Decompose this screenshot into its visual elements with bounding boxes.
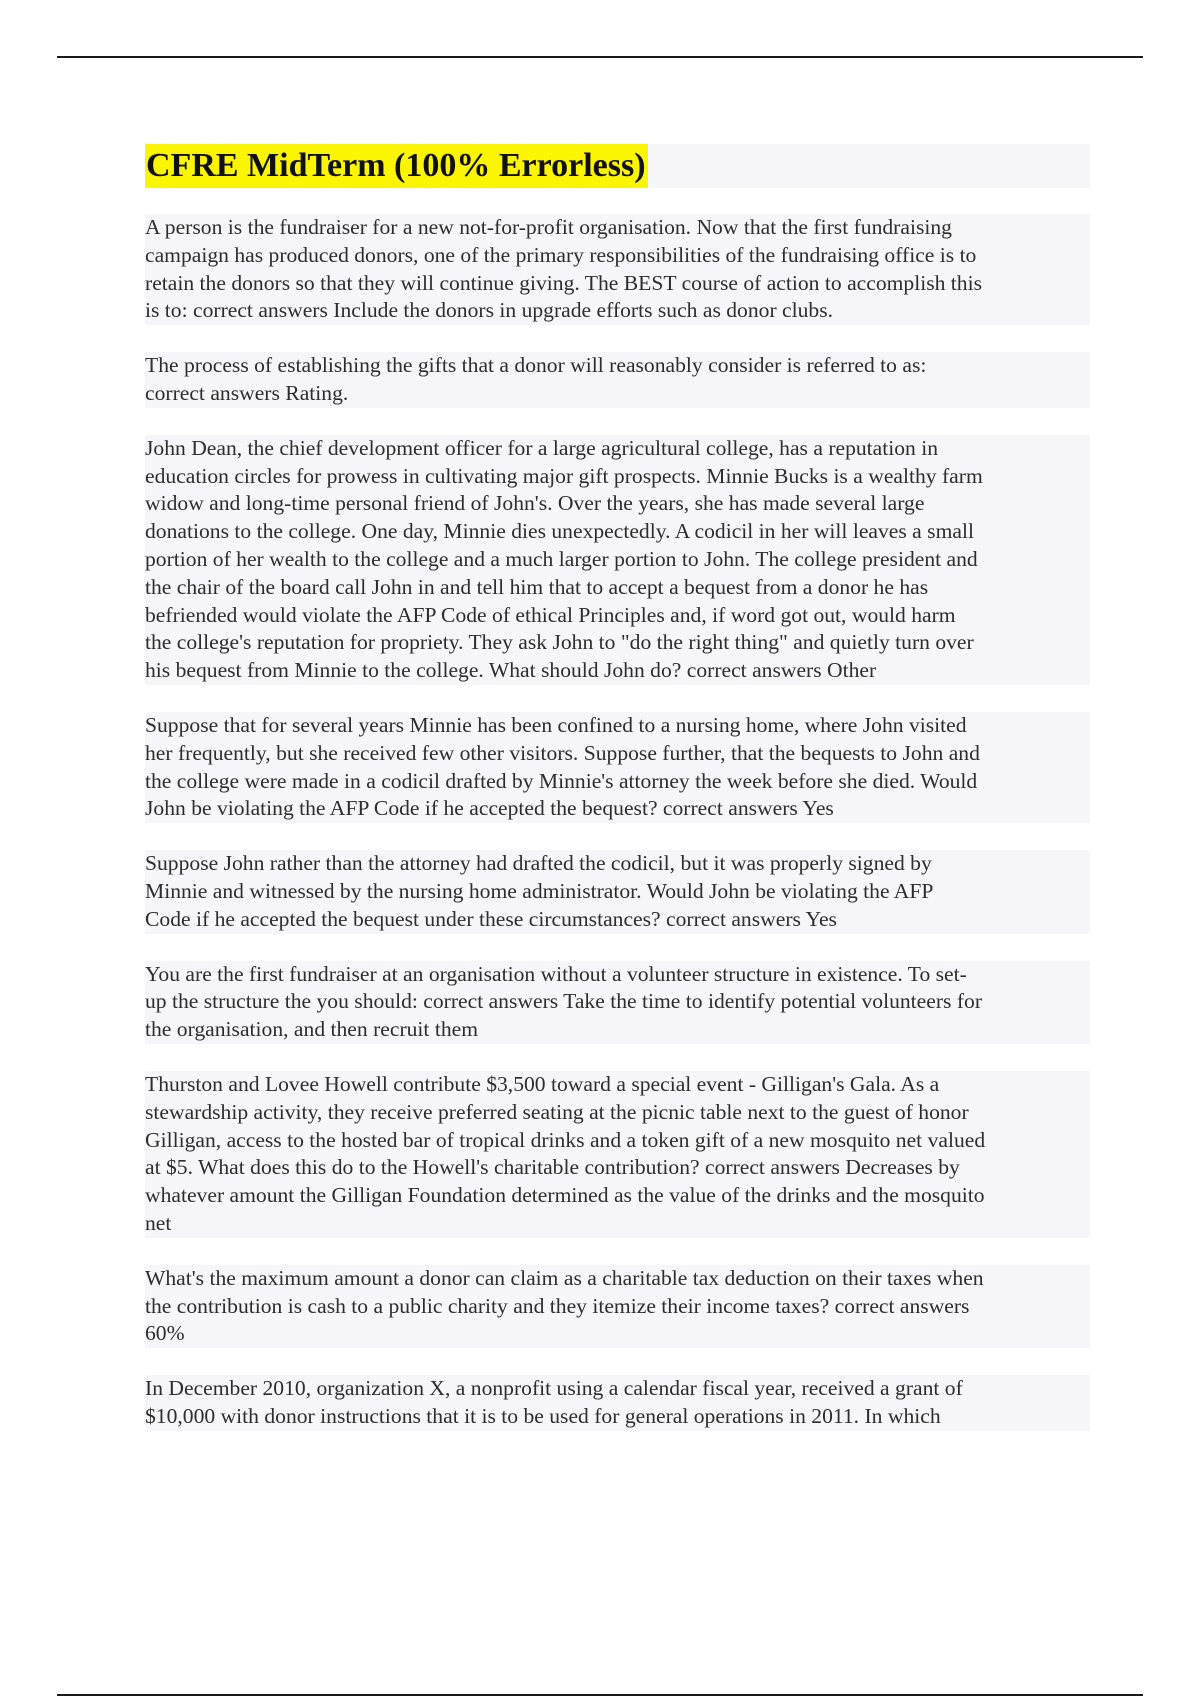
text-line: whatever amount the Gilligan Foundation determined as the value of the drinks and the mosquito [145,1182,1090,1210]
qa-paragraph [145,712,1090,823]
text-line: 60% [145,1320,1090,1348]
qa-paragraph [145,214,1090,325]
text-line: is to: correct answers Include the donors in upgrade efforts such as donor clubs. [145,297,1090,325]
text-line: Minnie and witnessed by the nursing home administrator. Would John be violating the AFP [145,878,1090,906]
text-line: the college were made in a codicil drafted by Minnie's attorney the week before she died. Would [145,768,1090,796]
text-line: portion of her wealth to the college and a much larger portion to John. The college president and [145,546,1090,574]
text-line: John Dean, the chief development officer for a large agricultural college, has a reputation in [145,435,1090,463]
text-line: education circles for prowess in cultivating major gift prospects. Minnie Bucks is a wealthy farm [145,463,1090,491]
text-line: A person is the fundraiser for a new not-for-profit organisation. Now that the first fundraising [145,214,1090,242]
text-line: $10,000 with donor instructions that it is to be used for general operations in 2011. In which [145,1403,1090,1431]
header-rule [57,56,1143,58]
text-line: What's the maximum amount a donor can claim as a charitable tax deduction on their taxes when [145,1265,1090,1293]
text-line: retain the donors so that they will continue giving. The BEST course of action to accomplish this [145,270,1090,298]
qa-paragraph [145,1265,1090,1348]
text-line: In December 2010, organization X, a nonprofit using a calendar fiscal year, received a grant of [145,1375,1090,1403]
qa-paragraph [145,435,1090,685]
text-line: widow and long-time personal friend of John's. Over the years, she has made several large [145,490,1090,518]
text-line: up the structure the you should: correct answers Take the time to identify potential volunteers for [145,988,1090,1016]
text-line: Suppose that for several years Minnie has been confined to a nursing home, where John visited [145,712,1090,740]
text-line: correct answers Rating. [145,380,1090,408]
text-line: John be violating the AFP Code if he accepted the bequest? correct answers Yes [145,795,1090,823]
title-band [145,144,1090,188]
document-title: CFRE MidTerm (100% Errorless) [145,144,648,188]
text-line: Suppose John rather than the attorney had drafted the codicil, but it was properly signed by [145,850,1090,878]
text-line: campaign has produced donors, one of the primary responsibilities of the fundraising office is to [145,242,1090,270]
qa-paragraph [145,352,1090,408]
text-line: at $5. What does this do to the Howell's charitable contribution? correct answers Decreases by [145,1154,1090,1182]
text-line: You are the first fundraiser at an organisation without a volunteer structure in existence. To set- [145,961,1090,989]
qa-paragraph [145,850,1090,933]
text-line: his bequest from Minnie to the college. What should John do? correct answers Other [145,657,1090,685]
qa-paragraph [145,961,1090,1044]
text-line: Code if he accepted the bequest under these circumstances? correct answers Yes [145,906,1090,934]
text-line: The process of establishing the gifts that a donor will reasonably consider is referred to as: [145,352,1090,380]
text-line: her frequently, but she received few other visitors. Suppose further, that the bequests to John and [145,740,1090,768]
footer-rule [57,1694,1143,1696]
text-line: Thurston and Lovee Howell contribute $3,500 toward a special event - Gilligan's Gala. As a [145,1071,1090,1099]
text-line: befriended would violate the AFP Code of ethical Principles and, if word got out, would harm [145,602,1090,630]
document-body [145,144,1090,1458]
text-line: the contribution is cash to a public charity and they itemize their income taxes? correct answers [145,1293,1090,1321]
qa-paragraph [145,1375,1090,1431]
text-line: the chair of the board call John in and tell him that to accept a bequest from a donor he has [145,574,1090,602]
text-line: net [145,1210,1090,1238]
text-line: donations to the college. One day, Minnie dies unexpectedly. A codicil in her will leaves a small [145,518,1090,546]
text-line: stewardship activity, they receive preferred seating at the picnic table next to the guest of honor [145,1099,1090,1127]
text-line: the organisation, and then recruit them [145,1016,1090,1044]
qa-paragraph [145,1071,1090,1238]
qa-list [145,214,1090,1431]
text-line: Gilligan, access to the hosted bar of tropical drinks and a token gift of a new mosquito net valued [145,1127,1090,1155]
text-line: the college's reputation for propriety. They ask John to "do the right thing" and quietly turn over [145,629,1090,657]
